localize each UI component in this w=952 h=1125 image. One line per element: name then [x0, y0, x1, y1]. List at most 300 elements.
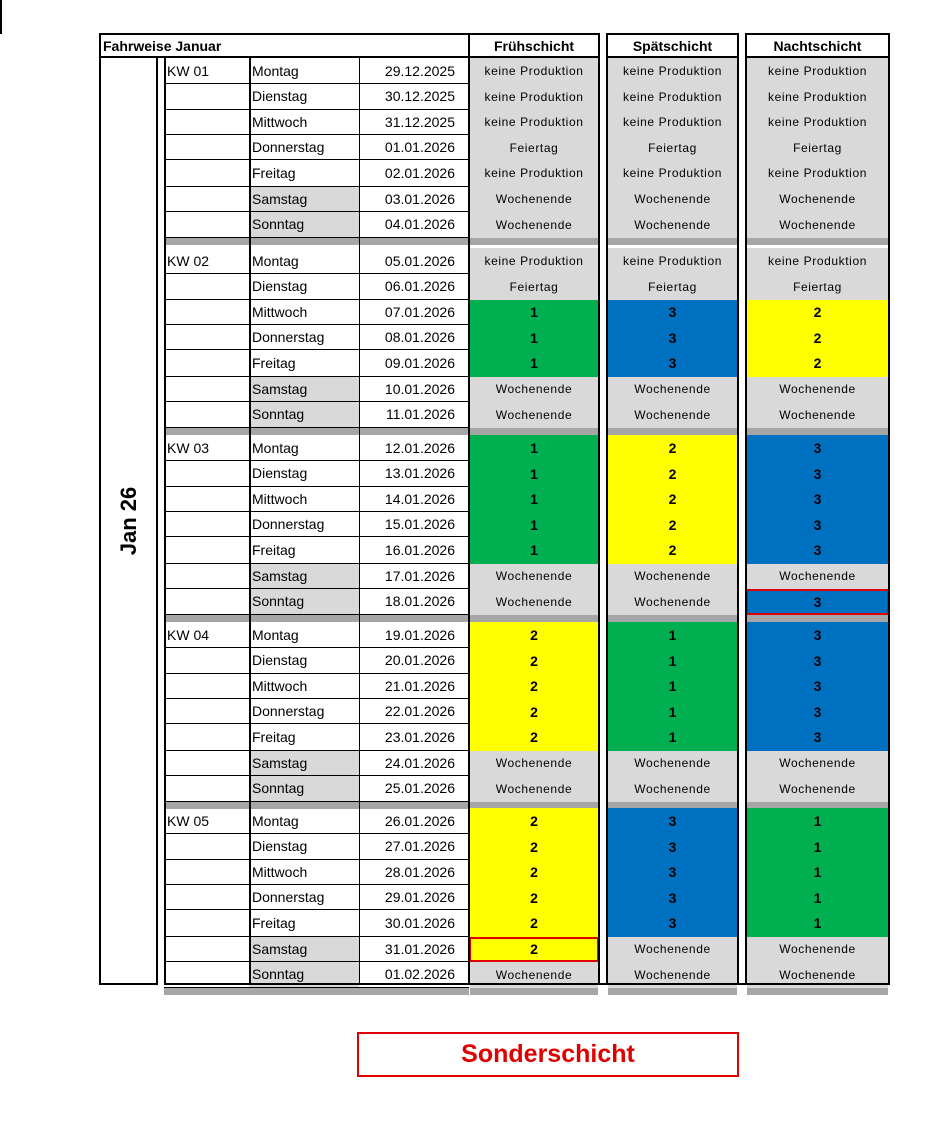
shift-cell	[747, 350, 888, 376]
shift-cell	[747, 212, 888, 238]
header-label: Nachtschicht	[773, 37, 862, 54]
shift-column-left-border	[745, 58, 747, 985]
day-cell	[249, 589, 359, 615]
kw-cell	[164, 674, 249, 700]
kw-cell	[164, 187, 249, 213]
day-name: Mittwoch	[252, 863, 308, 880]
shift-number: 1	[668, 729, 677, 746]
kw-cell	[164, 435, 249, 461]
shift-status: keine Produktion	[484, 166, 584, 181]
day-name: Dienstag	[252, 278, 308, 295]
date-cell	[359, 248, 469, 274]
kw-cell	[164, 487, 249, 513]
month-cell	[99, 58, 158, 985]
shift-cell	[608, 648, 737, 674]
shift-number: 1	[530, 516, 538, 533]
date-value: 14.01.2026	[384, 490, 455, 507]
header-label: Frühschicht	[493, 37, 575, 54]
shift-cell	[470, 885, 598, 910]
shift-cell	[470, 135, 598, 160]
date-cell	[359, 110, 469, 136]
day-cell	[249, 751, 359, 777]
date-cell	[359, 487, 469, 513]
date-value: 27.01.2026	[384, 838, 455, 855]
shift-cell	[608, 58, 737, 84]
shift-number: 1	[530, 304, 538, 321]
date-value: 15.01.2026	[384, 516, 455, 533]
week-separator	[608, 988, 737, 995]
date-cell	[359, 377, 469, 403]
shift-cell	[470, 300, 598, 326]
shift-number: 2	[668, 516, 677, 533]
kw-cell	[164, 776, 249, 802]
special-shift-outline	[746, 589, 889, 615]
week-separator	[164, 238, 469, 245]
date-value: 05.01.2026	[384, 252, 455, 269]
shift-cell	[608, 435, 737, 461]
month-label: Jan 26	[115, 486, 141, 555]
shift-status: keine Produktion	[768, 115, 867, 130]
day-cell	[249, 248, 359, 274]
kw-column-border	[164, 58, 166, 985]
shift-number: 3	[813, 491, 822, 508]
week-separator	[470, 615, 598, 622]
date-cell	[359, 350, 469, 376]
shift-number: 2	[813, 329, 822, 346]
shift-cell	[470, 248, 598, 274]
shift-number: 3	[813, 678, 822, 695]
shift-status: Wochenende	[779, 217, 856, 232]
shift-status: keine Produktion	[484, 115, 584, 130]
kw-cell	[164, 377, 249, 403]
shift-cell	[470, 84, 598, 110]
shift-status: Wochenende	[634, 407, 711, 422]
shift-status: Wochenende	[634, 382, 711, 397]
shift-status: Wochenende	[779, 382, 856, 397]
shift-cell	[608, 622, 737, 648]
shift-cell	[747, 751, 888, 777]
shift-cell	[747, 724, 888, 750]
shift-status: keine Produktion	[484, 64, 584, 78]
shift-cell	[470, 776, 598, 802]
shift-number: 3	[813, 652, 822, 669]
shift-cell	[747, 325, 888, 350]
shift-column-left-border	[468, 58, 470, 985]
shift-cell	[747, 402, 888, 428]
shift-cell	[608, 350, 737, 376]
date-cell	[359, 402, 469, 428]
week-separator	[747, 428, 888, 435]
shift-number: 2	[530, 652, 538, 669]
shift-cell	[470, 834, 598, 860]
day-cell	[249, 110, 359, 136]
day-name: Sonntag	[252, 593, 305, 610]
kw-cell	[164, 724, 249, 750]
day-name: Freitag	[252, 541, 296, 558]
date-value: 02.01.2026	[384, 164, 455, 181]
week-separator	[470, 238, 598, 245]
date-value: 28.01.2026	[384, 863, 455, 880]
shift-cell	[747, 377, 888, 403]
shift-cell	[747, 564, 888, 590]
shift-cell	[470, 325, 598, 350]
shift-cell	[747, 537, 888, 563]
shift-status: Wochenende	[495, 967, 573, 982]
date-value: 29.12.2025	[384, 62, 455, 79]
shift-status: keine Produktion	[623, 254, 722, 268]
kw-cell	[164, 58, 249, 84]
shift-cell	[470, 751, 598, 777]
week-separator	[747, 988, 888, 995]
day-cell	[249, 834, 359, 860]
date-value: 19.01.2026	[384, 626, 455, 643]
shift-number: 2	[530, 813, 538, 829]
shift-status: keine Produktion	[623, 166, 722, 181]
date-value: 07.01.2026	[384, 303, 455, 320]
shift-number: 2	[668, 491, 677, 508]
header-fruehschicht	[468, 33, 600, 58]
shift-number: 2	[668, 440, 677, 456]
shift-number: 3	[813, 593, 822, 610]
shift-status: Wochenende	[634, 594, 711, 609]
shift-status: keine Produktion	[484, 89, 584, 104]
date-value: 29.01.2026	[384, 889, 455, 906]
shift-cell	[747, 248, 888, 274]
day-name: Samstag	[252, 190, 308, 207]
date-value: 13.01.2026	[384, 465, 455, 482]
date-cell	[359, 751, 469, 777]
shift-cell	[747, 160, 888, 186]
shift-column-right-border	[737, 58, 739, 985]
day-name: Mittwoch	[252, 113, 308, 130]
shift-number: 2	[813, 304, 822, 321]
shift-status: Feiertag	[793, 140, 842, 155]
date-value: 01.01.2026	[384, 139, 455, 156]
kw-label: KW 02	[167, 252, 210, 269]
shift-cell	[747, 622, 888, 648]
shift-cell	[608, 160, 737, 186]
shift-cell	[747, 274, 888, 300]
date-value: 31.01.2026	[384, 940, 455, 957]
shift-cell	[747, 834, 888, 860]
shift-status: Feiertag	[509, 140, 559, 155]
shift-cell	[747, 435, 888, 461]
date-cell	[359, 160, 469, 186]
shift-cell	[747, 461, 888, 487]
date-cell	[359, 300, 469, 326]
kw-cell	[164, 84, 249, 110]
kw-cell	[164, 350, 249, 376]
day-name: Montag	[252, 439, 299, 456]
shift-cell	[470, 860, 598, 886]
date-cell	[359, 776, 469, 802]
week-separator	[608, 238, 737, 245]
kw-cell	[164, 751, 249, 777]
day-cell	[249, 461, 359, 487]
shift-cell	[608, 187, 737, 213]
header-spaetschicht	[606, 33, 739, 58]
shift-status: Wochenende	[495, 382, 573, 397]
day-name: Freitag	[252, 728, 296, 745]
shift-cell	[747, 937, 888, 963]
shift-cell	[608, 537, 737, 563]
date-value: 30.12.2025	[384, 88, 455, 105]
week-separator	[747, 615, 888, 622]
shift-cell	[470, 377, 598, 403]
shift-cell	[470, 808, 598, 834]
legend-sonderschicht	[357, 1032, 739, 1077]
date-value: 10.01.2026	[384, 380, 455, 397]
day-cell	[249, 512, 359, 537]
day-name: Freitag	[252, 914, 296, 931]
sheet-title: Fahrweise Januar	[103, 37, 222, 54]
day-cell	[249, 350, 359, 376]
date-cell	[359, 537, 469, 563]
shift-number: 1	[530, 491, 538, 508]
shift-cell	[747, 187, 888, 213]
shift-cell	[608, 860, 737, 886]
shift-number: 2	[813, 355, 822, 372]
shift-cell	[608, 135, 737, 160]
shift-number: 1	[530, 440, 538, 456]
kw-cell	[164, 110, 249, 136]
day-name: Mittwoch	[252, 490, 308, 507]
shift-status: Wochenende	[495, 407, 573, 422]
shift-status: keine Produktion	[623, 89, 722, 104]
shift-number: 2	[530, 889, 538, 906]
shift-number: 1	[530, 542, 538, 559]
day-name: Dienstag	[252, 465, 308, 482]
date-value: 22.01.2026	[384, 703, 455, 720]
day-cell	[249, 622, 359, 648]
day-cell	[249, 212, 359, 238]
day-cell	[249, 937, 359, 963]
date-value: 16.01.2026	[384, 541, 455, 558]
kw-cell	[164, 135, 249, 160]
kw-label: KW 04	[167, 626, 210, 643]
shift-cell	[747, 58, 888, 84]
day-name: Donnerstag	[252, 139, 325, 156]
day-name: Freitag	[252, 354, 296, 371]
date-value: 21.01.2026	[384, 677, 455, 694]
shift-cell	[470, 212, 598, 238]
shift-status: Wochenende	[495, 594, 573, 609]
shift-status: Wochenende	[495, 217, 573, 232]
shift-cell	[470, 350, 598, 376]
shift-status: keine Produktion	[768, 166, 867, 181]
shift-cell	[470, 160, 598, 186]
day-cell	[249, 135, 359, 160]
kw-label: KW 01	[167, 62, 210, 79]
day-name: Samstag	[252, 380, 308, 397]
day-cell	[249, 58, 359, 84]
shift-cell	[470, 110, 598, 136]
date-value: 25.01.2026	[384, 780, 455, 797]
date-cell	[359, 512, 469, 537]
day-name: Montag	[252, 62, 299, 79]
kw-cell	[164, 622, 249, 648]
date-cell	[359, 910, 469, 936]
shift-status: Wochenende	[779, 781, 856, 796]
shift-cell	[608, 300, 737, 326]
shift-cell	[470, 487, 598, 513]
shift-cell	[470, 589, 598, 615]
date-value: 26.01.2026	[384, 812, 455, 829]
shift-number: 2	[530, 703, 538, 720]
day-name: Samstag	[252, 754, 308, 771]
date-value: 12.01.2026	[384, 439, 455, 456]
shift-cell	[470, 724, 598, 750]
special-shift-outline	[469, 937, 599, 963]
shift-cell	[470, 512, 598, 537]
day-name: Freitag	[252, 164, 296, 181]
shift-cell	[470, 461, 598, 487]
date-value: 09.01.2026	[384, 354, 455, 371]
day-name: Dienstag	[252, 652, 308, 669]
shift-number: 3	[813, 627, 822, 643]
shift-number: 3	[668, 838, 677, 855]
date-value: 01.02.2026	[384, 966, 455, 983]
shift-cell	[470, 58, 598, 84]
shift-status: Wochenende	[495, 756, 573, 771]
shift-cell	[608, 910, 737, 936]
week-separator	[470, 988, 598, 995]
day-cell	[249, 537, 359, 563]
shift-number: 3	[813, 516, 822, 533]
shift-status: Feiertag	[648, 279, 697, 294]
kw-cell	[164, 834, 249, 860]
kw-cell	[164, 274, 249, 300]
shift-number: 2	[530, 915, 538, 932]
date-cell	[359, 187, 469, 213]
kw-cell	[164, 648, 249, 674]
day-name: Donnerstag	[252, 889, 325, 906]
shift-number: 3	[813, 465, 822, 482]
shift-number: 2	[668, 542, 677, 559]
day-cell	[249, 860, 359, 886]
shift-status: keine Produktion	[768, 89, 867, 104]
date-cell	[359, 325, 469, 350]
shift-cell	[470, 564, 598, 590]
date-cell	[359, 212, 469, 238]
day-cell	[249, 648, 359, 674]
legend-label: Sonderschicht	[461, 1040, 635, 1068]
shift-number: 3	[668, 329, 677, 346]
day-cell	[249, 402, 359, 428]
date-value: 17.01.2026	[384, 567, 455, 584]
kw-cell	[164, 910, 249, 936]
kw-cell	[164, 885, 249, 910]
shift-cell	[747, 300, 888, 326]
kw-cell	[164, 402, 249, 428]
shift-cell	[608, 274, 737, 300]
day-cell	[249, 435, 359, 461]
shift-cell	[470, 402, 598, 428]
shift-number: 1	[530, 355, 538, 372]
shift-number: 3	[813, 729, 822, 746]
shift-cell	[470, 537, 598, 563]
day-name: Dienstag	[252, 88, 308, 105]
shift-cell	[747, 885, 888, 910]
shift-cell	[470, 674, 598, 700]
kw-cell	[164, 325, 249, 350]
date-cell	[359, 724, 469, 750]
day-cell	[249, 325, 359, 350]
kw-cell	[164, 512, 249, 537]
date-cell	[359, 84, 469, 110]
shift-number: 2	[530, 941, 538, 958]
shift-cell	[608, 377, 737, 403]
kw-cell	[164, 808, 249, 834]
day-column-border	[249, 58, 251, 985]
shift-number: 2	[530, 678, 538, 695]
week-separator	[164, 428, 469, 435]
shift-status: keine Produktion	[768, 64, 867, 78]
shift-cell	[747, 512, 888, 537]
shift-status: Wochenende	[779, 407, 856, 422]
shift-cell	[470, 187, 598, 213]
day-cell	[249, 776, 359, 802]
shift-cell	[747, 110, 888, 136]
header-nachtschicht	[745, 33, 890, 58]
shift-number: 1	[668, 678, 677, 695]
shift-status: Wochenende	[634, 967, 711, 982]
day-cell	[249, 160, 359, 186]
day-name: Samstag	[252, 567, 308, 584]
day-cell	[249, 910, 359, 936]
day-name: Donnerstag	[252, 516, 325, 533]
kw-cell	[164, 564, 249, 590]
date-cell	[359, 622, 469, 648]
shift-cell	[608, 402, 737, 428]
shift-status: Wochenende	[779, 569, 856, 584]
shift-cell	[747, 487, 888, 513]
day-name: Sonntag	[252, 966, 305, 983]
shift-cell	[608, 325, 737, 350]
shift-cell	[608, 212, 737, 238]
date-cell	[359, 461, 469, 487]
shift-cell	[747, 648, 888, 674]
shift-cell	[747, 84, 888, 110]
shift-status: keine Produktion	[768, 254, 867, 268]
shift-number: 1	[813, 864, 822, 881]
date-cell	[359, 648, 469, 674]
shift-status: keine Produktion	[623, 64, 722, 78]
date-value: 04.01.2026	[384, 216, 455, 233]
date-cell	[359, 808, 469, 834]
date-cell	[359, 135, 469, 160]
shift-number: 1	[813, 838, 822, 855]
date-value: 20.01.2026	[384, 652, 455, 669]
shift-status: Wochenende	[779, 756, 856, 771]
kw-cell	[164, 589, 249, 615]
date-column-border	[359, 58, 360, 985]
date-cell	[359, 58, 469, 84]
day-cell	[249, 808, 359, 834]
date-cell	[359, 860, 469, 886]
shift-number: 3	[668, 915, 677, 932]
shift-cell	[608, 674, 737, 700]
day-name: Mittwoch	[252, 303, 308, 320]
shift-cell	[747, 910, 888, 936]
date-cell	[359, 674, 469, 700]
shift-cell	[608, 937, 737, 963]
shift-number: 3	[668, 864, 677, 881]
shift-number: 2	[530, 864, 538, 881]
shift-cell	[470, 648, 598, 674]
shift-cell	[608, 564, 737, 590]
day-name: Donnerstag	[252, 703, 325, 720]
